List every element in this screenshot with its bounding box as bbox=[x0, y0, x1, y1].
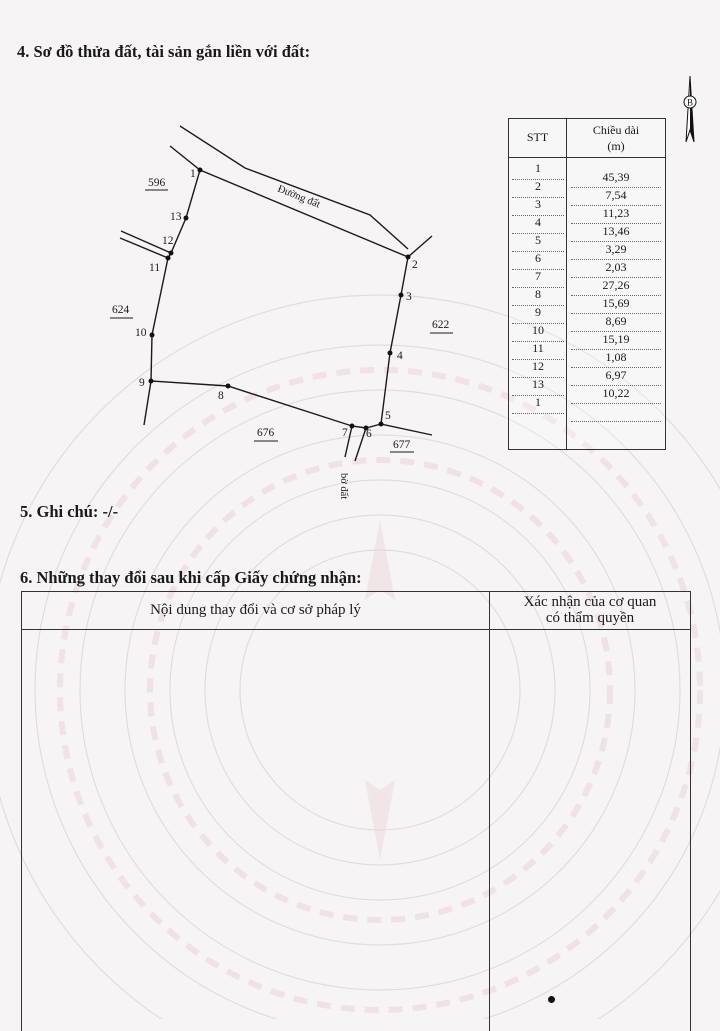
point-label-6: 6 bbox=[366, 428, 372, 440]
length-cell: 3,29 bbox=[571, 241, 661, 260]
stt-cell: 10 bbox=[512, 323, 564, 342]
parcel-677: 677 bbox=[393, 439, 411, 451]
stt-cell: 3 bbox=[512, 197, 564, 216]
length-cell: 13,46 bbox=[571, 223, 661, 242]
section-4-heading: 4. Sơ đồ thửa đất, tài sản gắn liền với đất: bbox=[17, 42, 311, 61]
stt-cell: 9 bbox=[512, 305, 564, 324]
length-cell: 2,03 bbox=[571, 259, 661, 278]
ink-dot bbox=[548, 996, 555, 1003]
header-authority-line1: Xác nhận của cơ quan bbox=[523, 594, 657, 610]
header-stt: STT bbox=[526, 130, 549, 144]
stt-cell: 4 bbox=[512, 215, 564, 234]
parcel-624: 624 bbox=[112, 304, 130, 316]
north-arrow-icon bbox=[678, 72, 702, 142]
point-label-12: 12 bbox=[162, 235, 174, 247]
length-cell: 8,69 bbox=[571, 313, 661, 332]
road-label: Đường đất bbox=[275, 183, 322, 211]
point-label-11: 11 bbox=[149, 262, 161, 274]
header-length bbox=[567, 122, 665, 154]
point-label-7: 7 bbox=[342, 427, 348, 439]
point-label-8: 8 bbox=[218, 390, 224, 402]
length-cell: 15,69 bbox=[571, 295, 661, 314]
header-length-line1: Chiều dài bbox=[592, 123, 640, 137]
point-label-10: 10 bbox=[135, 327, 147, 339]
bank-label: bờ đất bbox=[338, 473, 349, 500]
point-label-1: 1 bbox=[190, 168, 196, 180]
point-label-3: 3 bbox=[406, 291, 412, 303]
stt-cell: 1 bbox=[512, 395, 564, 414]
point-label-9: 9 bbox=[139, 377, 145, 389]
point-label-13: 13 bbox=[170, 211, 182, 223]
stt-cell: 8 bbox=[512, 287, 564, 306]
length-cell: 6,97 bbox=[571, 367, 661, 386]
length-cell: 10,22 bbox=[571, 385, 661, 404]
parcel-622: 622 bbox=[432, 319, 450, 331]
stt-cell: 5 bbox=[512, 233, 564, 252]
section-6-heading: 6. Những thay đổi sau khi cấp Giấy chứng nhận: bbox=[20, 568, 362, 587]
header-divider bbox=[509, 157, 665, 158]
section-5-notes: 5. Ghi chú: -/- bbox=[20, 502, 119, 521]
point-label-5: 5 bbox=[385, 410, 391, 422]
svg-text:B: B bbox=[686, 97, 694, 108]
stt-cell: 6 bbox=[512, 251, 564, 270]
stt-cell: 13 bbox=[512, 377, 564, 396]
column-divider bbox=[566, 119, 567, 449]
length-cell: 7,54 bbox=[571, 187, 661, 206]
header-length-line2: (m) bbox=[607, 139, 625, 153]
column-divider bbox=[489, 592, 490, 1031]
length-cell: 15,19 bbox=[571, 331, 661, 350]
stt-cell: 7 bbox=[512, 269, 564, 288]
parcel-596: 596 bbox=[148, 177, 166, 189]
length-cell: 27,26 bbox=[571, 277, 661, 296]
length-cell: 11,23 bbox=[571, 205, 661, 224]
header-authority-confirmation bbox=[490, 594, 690, 626]
edge-length-table bbox=[508, 118, 666, 450]
stt-cell: 12 bbox=[512, 359, 564, 378]
point-label-2: 2 bbox=[412, 259, 418, 271]
length-cell bbox=[571, 403, 661, 422]
length-cell: 1,08 bbox=[571, 349, 661, 368]
parcel-676: 676 bbox=[257, 427, 275, 439]
stt-cell: 11 bbox=[512, 341, 564, 360]
stt-cell: 1 bbox=[512, 161, 564, 180]
header-authority-line2: có thẩm quyền bbox=[545, 610, 635, 626]
header-divider bbox=[22, 629, 690, 630]
stt-cell: 2 bbox=[512, 179, 564, 198]
point-label-4: 4 bbox=[397, 350, 403, 362]
header-change-content: Nội dung thay đổi và cơ sở pháp lý bbox=[150, 602, 361, 618]
length-cell: 45,39 bbox=[571, 169, 661, 188]
changes-table bbox=[21, 591, 691, 1031]
